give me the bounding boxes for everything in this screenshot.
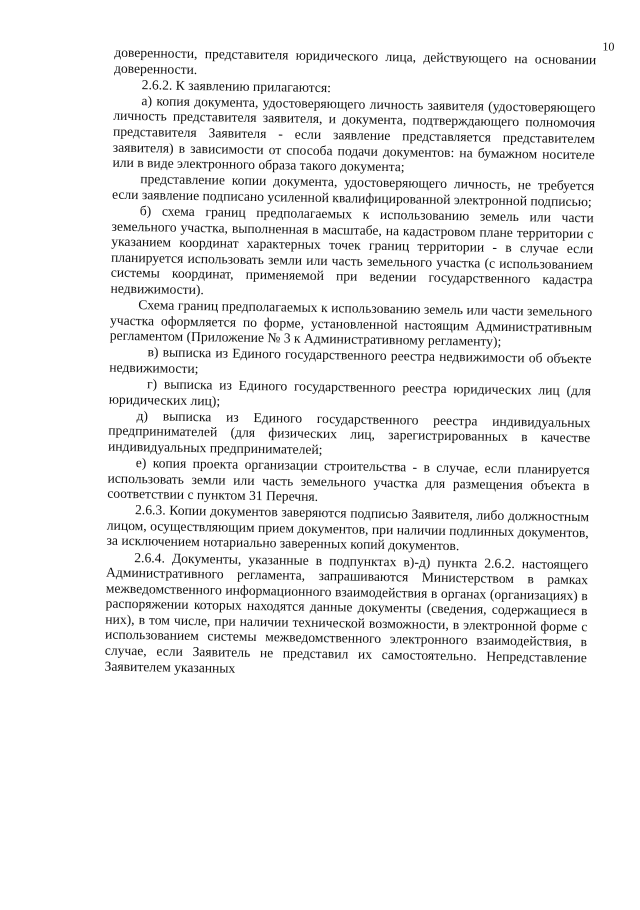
paragraph: а) копия документа, удостоверяющего личность заявителя (удостоверяющего личность представителя заявителя, и документа, подтверждающего полномочия представителя Заявителя - если заявление представляется представителем заявителя) в зависимости от способа подачи документов: на бумажном носителе или в виде электронного образа такого документа; bbox=[112, 92, 596, 175]
paragraph: представление копии документа, удостоверяющего личность, не требуется если заявление подписано усиленной квалифицированной электронной подписью; bbox=[111, 171, 595, 210]
document-body bbox=[104, 45, 596, 682]
paragraph: доверенности, представителя юридического лица, действующего на основании доверенности. bbox=[113, 44, 597, 77]
paragraph: в) выписка из Единого государственного реестра недвижимости об объекте недвижимости; bbox=[109, 344, 592, 376]
page-number: 10 bbox=[602, 39, 615, 54]
paragraph: 2.6.4. Документы, указанные в подпунктах в)-д) пункта 2.6.2. настоящего Административного регламента, запрашиваются Министерством в рамках межведомственного информационного взаимодействия в органах (организациях) в распоряжении которых находятся данные документы (сведения, содержащиеся в них), в том числе, при наличии технической возможности, в электронной форме с использованием системы межведомственного электронного взаимодействия, в случае, если Заявитель не представил их самостоятельно. Непредставление Заявителем указанных bbox=[104, 549, 589, 676]
paragraph: 2.6.2. К заявлению прилагаются: bbox=[141, 76, 332, 95]
paragraph: е) копия проекта организации строительства - в случае, если планируется использовать земли или часть земельного участка для размещения объекта в соответствии с пунктом 31 Перечня. bbox=[107, 455, 590, 505]
paragraph: 2.6.3. Копии документов заверяются подписью Заявителя, либо должностным лицом, осуществляющим прием документов, при наличии подлинных документов, за исключением нотариально заверенных копий документов. bbox=[106, 502, 590, 554]
paragraph: б) схема границ предполагаемых к использованию земель или части земельного участка, выполненная в масштабе, на кадастровом плане территории с указанием координат характерных точек границ территории - в случае если планируется использовать земли или часть земельного участка (с использованием системы координат, применяемой при ведении государственного кадастра недвижимости). bbox=[110, 203, 594, 298]
paragraph: Схема границ предполагаемых к использованию земель или части земельного участка оформляется по форме, установленной настоящим Административным регламентом (Приложение № 3 к Административному регламенту); bbox=[109, 297, 593, 350]
paragraph: г) выписка из Единого государственного реестра юридических лиц (для юридических лиц); bbox=[108, 376, 592, 408]
paragraph: д) выписка из Единого государственного реестра индивидуальных предпринимателей (для физических лиц, зарегистрированных в качестве индивидуальных предпринимателей; bbox=[107, 407, 591, 457]
